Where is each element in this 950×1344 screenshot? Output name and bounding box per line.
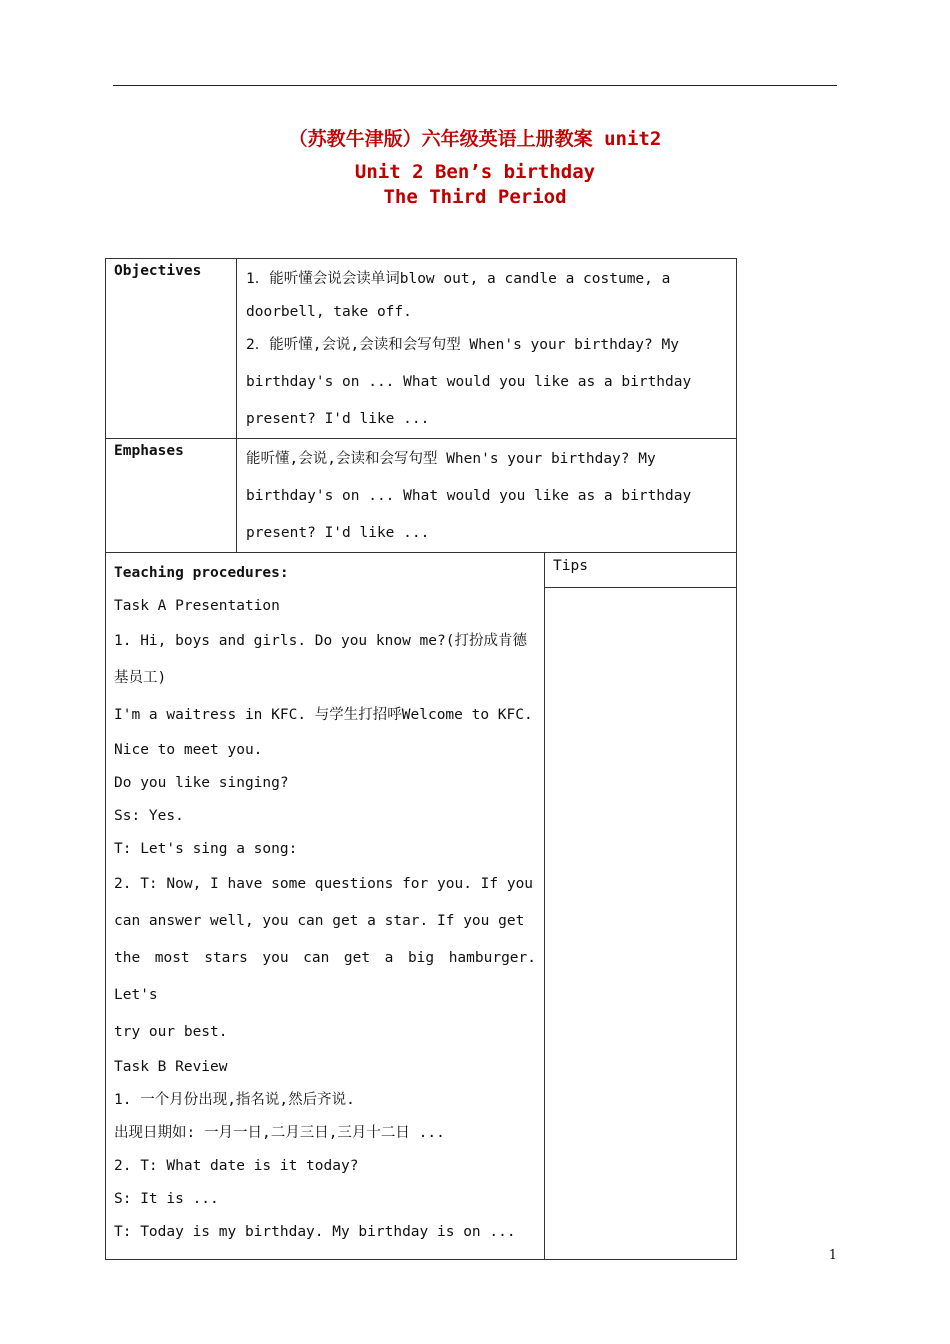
objectives-content: [237, 259, 737, 439]
header-rule: [113, 85, 837, 86]
procedure-line: Task B Review: [114, 1059, 228, 1075]
period-title: The Third Period: [383, 186, 567, 208]
emphases-row: [106, 439, 737, 553]
procedures-row: [106, 553, 737, 588]
procedure-line: Do you like singing?: [114, 775, 289, 791]
page-number: 1: [828, 1248, 837, 1263]
document-title: （苏教牛津版）六年级英语上册教案 unit2: [288, 128, 662, 150]
procedure-line: the most stars you can get a big hamburger. Let's: [114, 950, 536, 1003]
unit-title: Unit 2 Ben’s birthday: [354, 161, 596, 183]
objectives-line: doorbell, take off.: [246, 304, 412, 320]
objectives-label: Objectives: [106, 259, 237, 439]
procedure-line: S: It is ...: [114, 1191, 219, 1207]
procedure-line: can answer well, you can get a star. If you get: [114, 913, 525, 929]
emphases-label: Emphases: [106, 439, 237, 553]
procedure-line: 2. T: What date is it today?: [114, 1158, 359, 1174]
tips-content: [545, 588, 737, 1260]
procedures-label: Teaching procedures:: [114, 565, 289, 581]
procedure-line: 2. T: Now, I have some questions for you. If you: [114, 876, 534, 892]
lesson-plan-table: [105, 258, 737, 1260]
procedure-line: T: Today is my birthday. My birthday is on ...: [114, 1224, 516, 1240]
procedure-line: 1. 一个月份出现,指名说,然后齐说.: [114, 1092, 355, 1108]
procedure-line: T: Let's sing a song:: [114, 841, 298, 857]
emphases-line: present? I'd like ...: [246, 525, 430, 541]
emphases-line: birthday's on ... What would you like as a birthday: [246, 488, 692, 504]
procedure-line: Nice to meet you.: [114, 742, 263, 758]
objectives-line: 2．能听懂,会说,会读和会写句型 When's your birthday? My: [246, 337, 679, 353]
emphases-line: 能听懂,会说,会读和会写句型 When's your birthday? My: [246, 451, 656, 467]
procedure-line: Ss: Yes.: [114, 808, 184, 824]
objectives-row: [106, 259, 737, 439]
tips-label: Tips: [545, 553, 737, 588]
procedure-line: try our best.: [114, 1024, 228, 1040]
emphases-content: [237, 439, 737, 553]
procedure-line: Task A Presentation: [114, 598, 280, 614]
procedure-line: 基员工): [114, 670, 167, 686]
objectives-line: present? I'd like ...: [246, 411, 430, 427]
procedure-line: 出现日期如: 一月一日,二月三日,三月十二日 ...: [114, 1125, 445, 1141]
procedures-content: [106, 553, 545, 1260]
procedure-line: I'm a waitress in KFC. 与学生打招呼Welcome to KFC.: [114, 707, 533, 723]
objectives-line: 1．能听懂会说会读单词blow out, a candle a costume, a: [246, 271, 671, 287]
objectives-line: birthday's on ... What would you like as a birthday: [246, 374, 692, 390]
procedure-line: 1. Hi, boys and girls. Do you know me?(打扮成肯德: [114, 633, 527, 649]
